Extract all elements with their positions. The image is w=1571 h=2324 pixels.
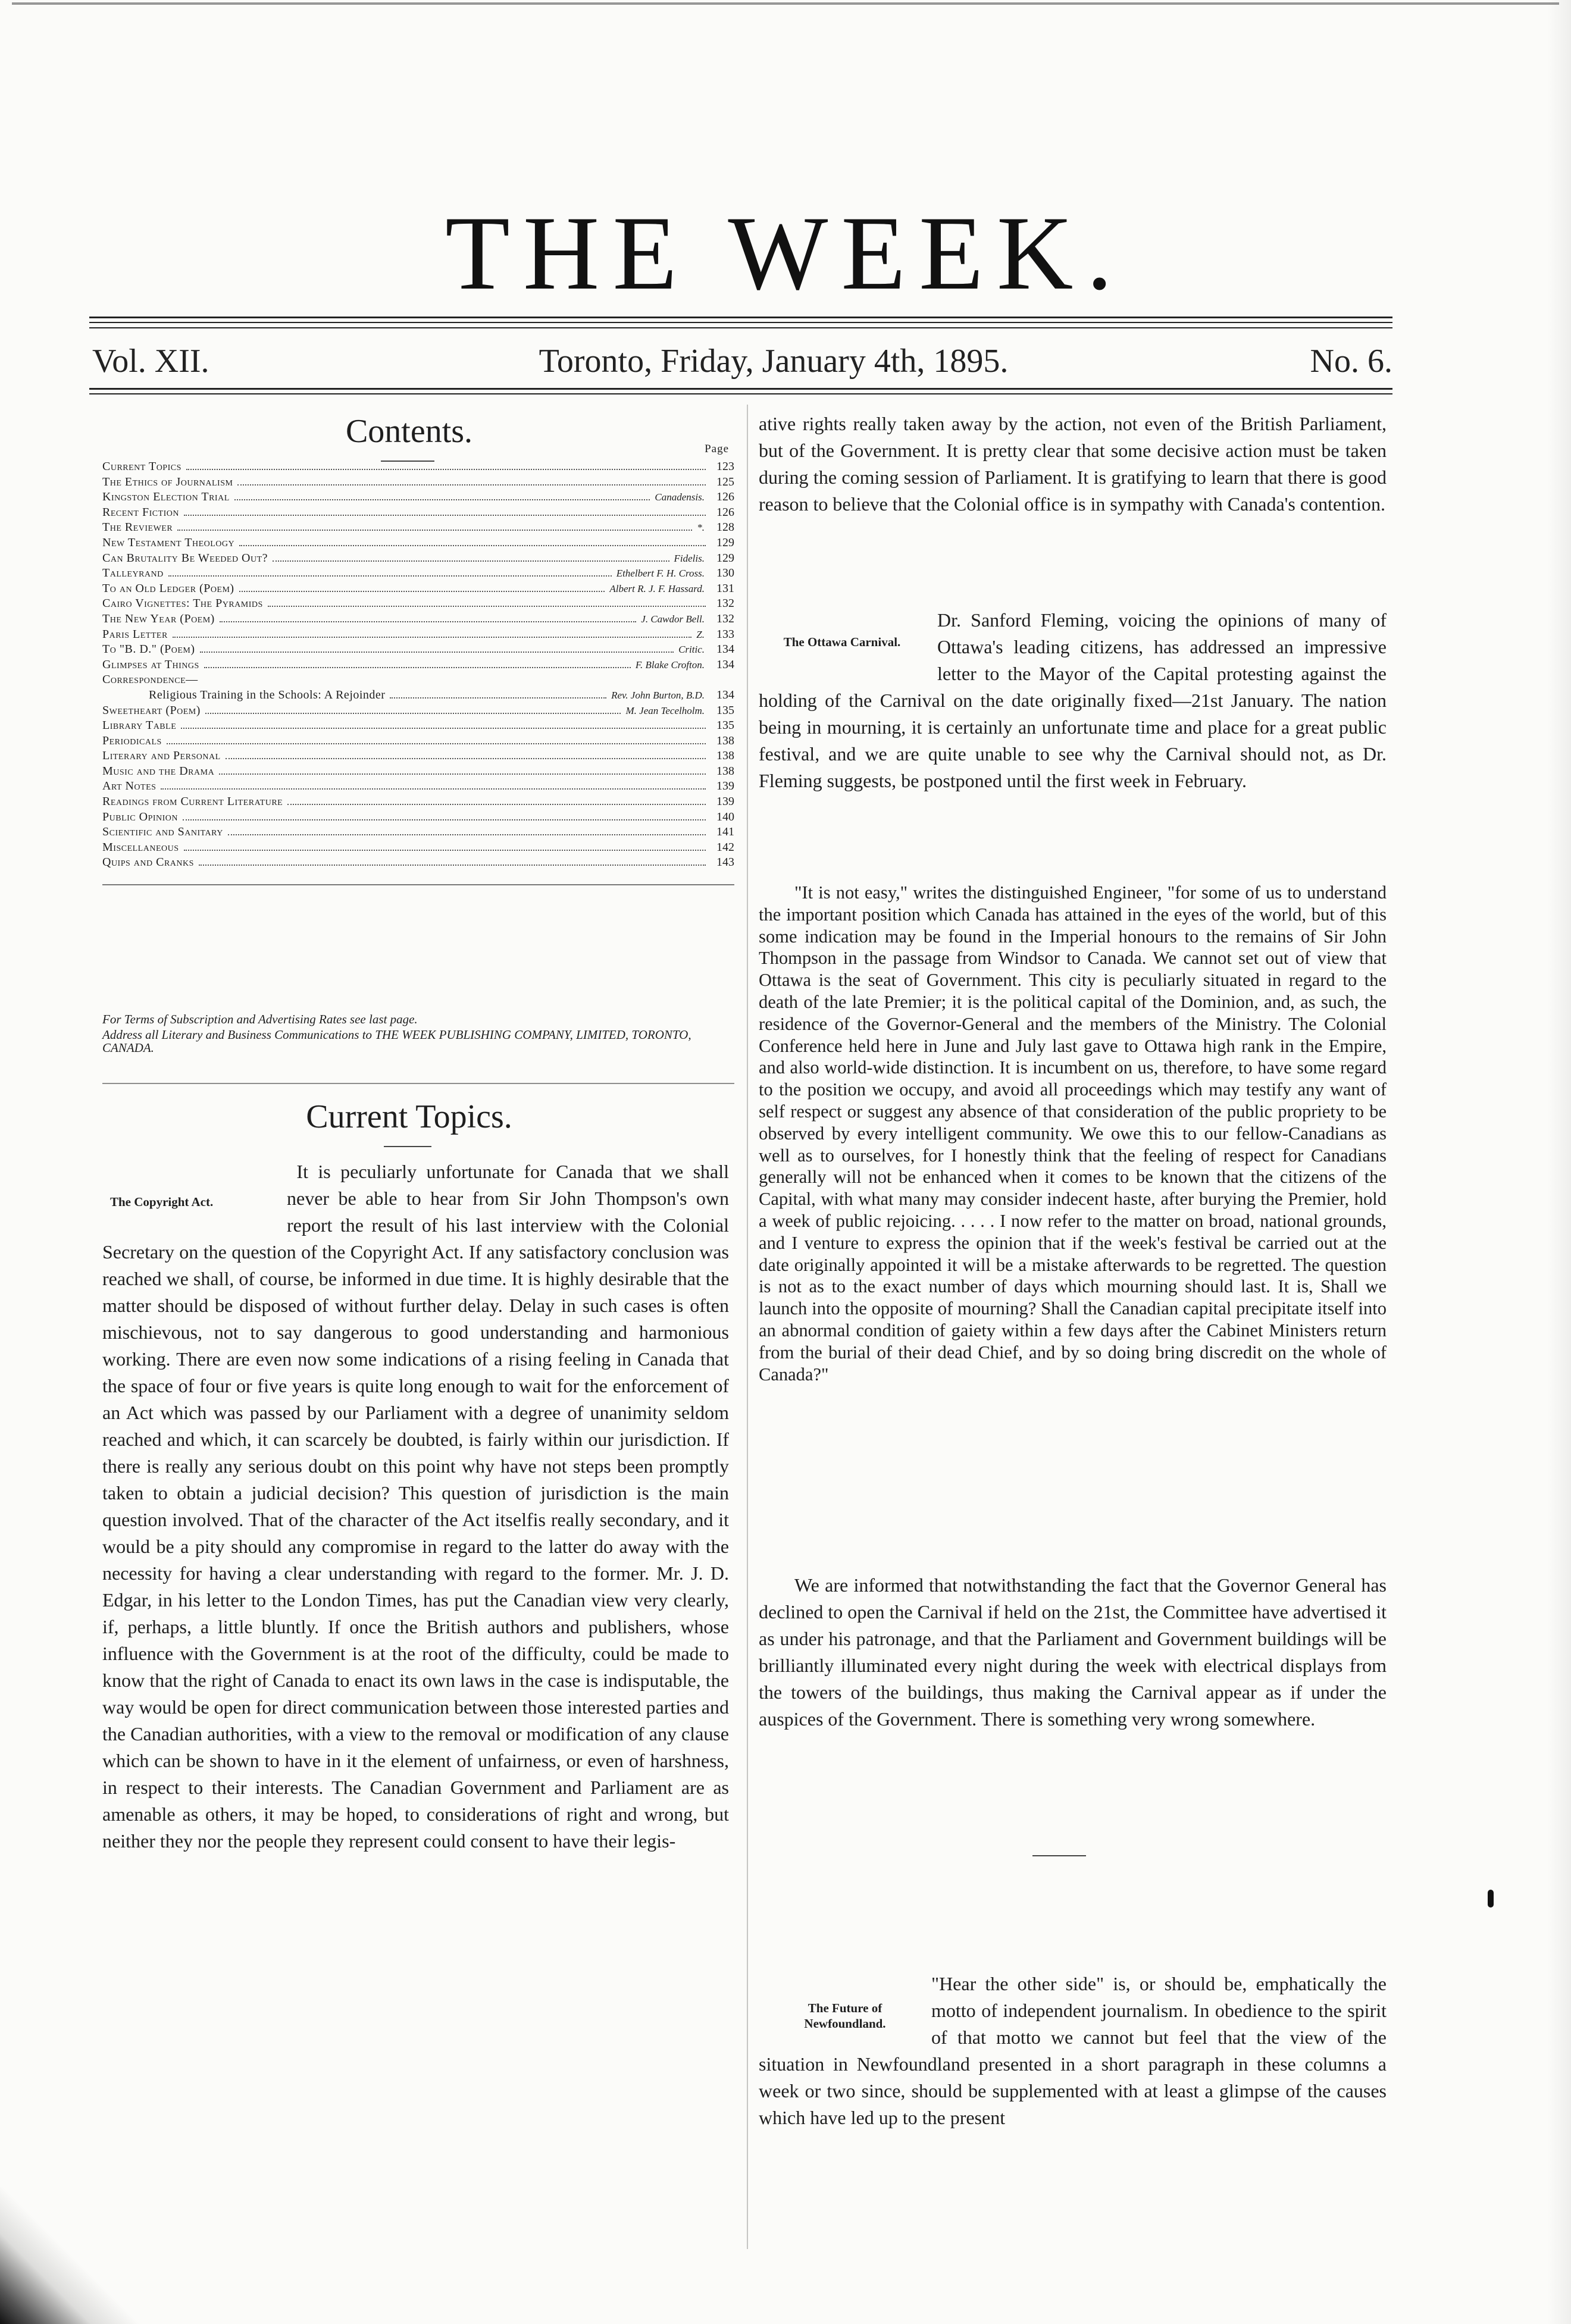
- toc-entry: [102, 459, 734, 475]
- toc-leader: [173, 637, 692, 638]
- toc-page: 130: [716, 566, 734, 580]
- toc-title: Art Notes: [102, 779, 157, 793]
- toc-title: Music and the Drama: [102, 764, 215, 778]
- toc-leader: [268, 606, 706, 607]
- newfoundland-sidenote: The Future of Newfoundland.: [804, 2001, 886, 2031]
- toc-title: Scientific and Sanitary: [102, 825, 223, 839]
- toc-title: Current Topics: [102, 460, 181, 473]
- toc-leader: [237, 484, 706, 486]
- newfoundland-article: [759, 1971, 1387, 2238]
- section-title-rule: [384, 1146, 431, 1147]
- toc-page: 138: [716, 749, 734, 763]
- toc-title: Kingston Election Trial: [102, 490, 230, 504]
- toc-leader: [287, 804, 706, 805]
- issue-number: No. 6.: [1310, 343, 1392, 380]
- toc-entry: [102, 612, 734, 627]
- toc-leader: [184, 850, 706, 851]
- toc-entry: [102, 566, 734, 581]
- toc-title: Religious Training in the Schools: A Rejoinder: [149, 688, 386, 701]
- toc-leader: [239, 545, 706, 546]
- toc-page: 141: [716, 825, 734, 839]
- copyright-article: [102, 1158, 729, 2247]
- masthead-rule: [89, 327, 1392, 328]
- toc-title: Public Opinion: [102, 810, 179, 823]
- toc-title: Cairo Vignettes: The Pyramids: [102, 597, 263, 610]
- toc-leader: [177, 530, 692, 531]
- toc-leader: [186, 469, 706, 470]
- toc-page: 128: [716, 521, 734, 534]
- toc-entry: [102, 551, 734, 566]
- toc-entry: [102, 520, 734, 535]
- toc-author: J. Cawdor Bell.: [641, 613, 705, 625]
- toc-entry: [102, 475, 734, 490]
- toc-leader: [168, 575, 612, 577]
- margin-mark: [1488, 1890, 1494, 1908]
- toc-title: Correspondence—: [102, 673, 198, 687]
- address-note: Address all Literary and Business Communications to THE WEEK PUBLISHING COMPANY, LIMITED, TORONTO, CANADA.: [102, 1028, 691, 1055]
- toc-leader: [205, 713, 621, 714]
- toc-title: The Ethics of Journalism: [102, 475, 233, 488]
- notes-rule: [102, 1083, 734, 1084]
- toc-leader: [219, 773, 706, 775]
- copyright-article-continued: ative rights really taken away by the action, not even of the British Parliament, but of the Government. It is pretty clear that some decisive action must be taken during the coming session of Parliament. It is gratifying to learn that there is good reason to believe that the Colonial office is in sympathy with Canada's contention.: [759, 413, 1387, 515]
- toc-title: The New Year (Poem): [102, 612, 215, 625]
- toc-page: 132: [716, 597, 734, 610]
- toc-title: Miscellaneous: [102, 840, 179, 854]
- toc-title: Sweetheart (Poem): [102, 703, 201, 717]
- toc-leader: [183, 819, 706, 820]
- toc-leader: [181, 728, 706, 729]
- toc-page: 134: [716, 643, 734, 656]
- toc-entry: [102, 794, 734, 810]
- toc-leader: [167, 743, 706, 744]
- toc-page: 129: [716, 535, 734, 549]
- toc-page: 133: [716, 627, 734, 641]
- toc-title: New Testament Theology: [102, 535, 235, 549]
- toc-entry: [102, 688, 734, 703]
- copyright-sidenote: The Copyright Act.: [110, 1195, 214, 1209]
- toc-entry: [102, 581, 734, 597]
- toc-entry: [102, 840, 734, 856]
- toc-entry: [102, 825, 734, 840]
- current-topics-heading: Current Topics.: [306, 1098, 512, 1135]
- toc-page: 143: [716, 856, 734, 869]
- toc-page: 129: [716, 551, 734, 565]
- fleming-quote: "It is not easy," writes the distinguished Engineer, "for some of us to understand the important position which Canada has attained in the eyes of the world, but of this some indication may be found in the Imperial honours to the remains of Sir John Thompson in the passage from Windsor to Canada. We cannot set out of view that Ottawa is the seat of Government. This city is peculiarly situated in regard to the death of the late Premier; it is the political capital of the Dominion, and, as such, the residence of the Governor-General and the members of the Ministry. The Colonial Conference held here in June and July last gave to Ottawa high rank in the Empire, and also world-wide distinction. It is incumbent on us, therefore, to have some regard to the position we occupy, and avoid all proceedings which may testify any want of self respect or suggest any absence of that consideration of the public propriety to be observed by every intelligent community. We owe this to our fellow-Canadians as well as to ourselves, for I honestly think that the feeling of respect for Canadians generally will not be enhanced when it comes to be known that the citizens of the Capital, with what many may consider indecent haste, after burying the Premier, hold a week of public rejoicing. . . . . I now refer to the matter on broad, national grounds, and I venture to express the opinion that if the week's festival be carried out at the date originally appointed it will be a mistake afterwards to be regretted. The question is not as to the exact number of days which mourning should last. It is, Shall we launch into the opposite of mourning? Shall the Canadian capital precipitate itself into an abnormal condition of gaiety within a few days after the Cabinet Ministers return from the burial of their dead Chief, and by so doing bring discredit on the whole of Canada?": [759, 882, 1387, 1385]
- toc-author: Fidelis.: [674, 552, 705, 564]
- toc-author: Z.: [696, 628, 705, 640]
- toc-leader: [200, 652, 674, 653]
- toc-title: To an Old Ledger (Poem): [102, 581, 234, 595]
- toc-entry: [102, 672, 734, 688]
- toc-entry: [102, 734, 734, 749]
- toc-author: Canadensis.: [655, 491, 705, 503]
- toc-entry: [102, 642, 734, 657]
- masthead-rule: [89, 322, 1392, 323]
- page-edge: [12, 2, 1559, 5]
- toc-entry: [102, 627, 734, 643]
- page-shadow: [1547, 0, 1571, 2324]
- toc-entry: [102, 748, 734, 764]
- subscription-note: For Terms of Subscription and Advertising Rates see last page.: [102, 1012, 418, 1026]
- issue-date: Toronto, Friday, January 4th, 1895.: [539, 343, 1009, 380]
- toc-page: 139: [716, 795, 734, 809]
- toc-entry: [102, 535, 734, 551]
- newfoundland-paragraph: "Hear the other side" is, or should be, emphatically the motto of independent journalism. In obedience to the spirit of that motto we cannot but feel that the view of the situation in Newfoundland presented in a short paragraph in these columns a week or two since, should be supplemented with at least a glimpse of the causes which have led up to the present: [759, 1973, 1387, 2128]
- toc-author: Ethelbert F. H. Cross.: [616, 568, 705, 580]
- toc-leader: [220, 621, 636, 622]
- toc-leader: [204, 667, 631, 668]
- toc-leader: [226, 758, 706, 759]
- toc-title: The Reviewer: [102, 521, 173, 534]
- toc-page: 134: [716, 657, 734, 671]
- toc-title: Recent Fiction: [102, 505, 180, 519]
- toc-title: Library Table: [102, 719, 177, 732]
- toc-leader: [228, 834, 706, 835]
- toc-entry: [102, 505, 734, 521]
- contents-page-label: Page: [705, 443, 729, 455]
- toc-page: 132: [716, 612, 734, 625]
- ottawa-sidenote: The Ottawa Carnival.: [783, 635, 901, 649]
- ottawa-article: [759, 607, 1387, 875]
- toc-title: Glimpses at Things: [102, 657, 199, 671]
- toc-page: 139: [716, 779, 734, 793]
- toc-leader: [184, 515, 706, 516]
- masthead-title: THE WEEK.: [445, 194, 1126, 312]
- sidenote-space: [759, 1971, 931, 2051]
- toc-author: Critic.: [678, 644, 705, 656]
- toc-title: Quips and Cranks: [102, 856, 194, 869]
- toc-author: F. Blake Crofton.: [635, 659, 705, 671]
- toc-entry: [102, 703, 734, 719]
- ottawa-paragraph: Dr. Sanford Fleming, voicing the opinions of many of Ottawa's leading citizens, has addressed an impressive letter to the Mayor of the Capital protesting against the holding of the Carnival on the date originally fixed—21st January. The nation being in mourning, it is certainly an unfortunate time and place for a great public festival, and we are quite unable to see why the Carnival should not, as Dr. Fleming suggests, be postponed until the first week in February.: [759, 609, 1387, 791]
- toc-author: Rev. John Burton, B.D.: [611, 689, 705, 701]
- toc-leader: [239, 591, 605, 592]
- toc-entry: [102, 779, 734, 794]
- toc-author: M. Jean Tecelholm.: [625, 704, 705, 716]
- toc-title: Periodicals: [102, 734, 162, 747]
- column-divider: [747, 405, 748, 2249]
- toc-title: Talleyrand: [102, 566, 164, 580]
- masthead-rule: [89, 317, 1392, 318]
- toc-entry: [102, 657, 734, 673]
- toc-entry: [102, 490, 734, 505]
- toc-page: 126: [716, 490, 734, 504]
- toc-page: 138: [716, 734, 734, 747]
- toc-page: 140: [716, 810, 734, 823]
- toc-page: 123: [716, 460, 734, 473]
- toc-leader: [161, 788, 706, 790]
- toc-page: 135: [716, 703, 734, 717]
- toc-leader: [234, 499, 650, 500]
- toc-leader: [390, 697, 606, 699]
- toc-author: Albert R. J. F. Hassard.: [609, 582, 705, 594]
- toc-title: Can Brutality Be Weeded Out?: [102, 551, 268, 565]
- table-of-contents: [102, 459, 734, 870]
- toc-title: Paris Letter: [102, 627, 168, 641]
- toc-title: Literary and Personal: [102, 749, 221, 763]
- carnival-paragraph: We are informed that notwithstanding the fact that the Governor General has declined to open the Carnival if held on the 21st, the Committee have advertised it as under his patronage, and that the Parliament and Government buildings will be brilliantly illuminated every night during the week with electrical displays from the towers of the buildings, thus making the Carnival appear as if under the auspices of the Government. There is something very wrong somewhere.: [759, 1574, 1387, 1730]
- toc-entry: [102, 764, 734, 779]
- toc-page: 125: [716, 475, 734, 488]
- toc-author: *.: [697, 522, 705, 534]
- page-corner-shadow: [0, 2187, 214, 2324]
- toc-entry: [102, 596, 734, 612]
- toc-page: 138: [716, 764, 734, 778]
- volume-number: Vol. XII.: [92, 343, 209, 380]
- issue-rule: [89, 388, 1392, 390]
- copyright-paragraph: It is peculiarly unfortunate for Canada that we shall never be able to hear from Sir John Thompson's own report the result of his last interview with the Colonial Secretary on the question of the Copyright Act. If any satisfactory conclusion was reached we shall, of course, be informed in due time. It is highly desirable that the matter should be disposed of without further delay. Delay in such cases is often mischievous, not to say dangerous to good understanding and harmonious working. There are even now some indications of a rising feeling in Canada that the space of four or five years is quite long enough to wait for the enforcement of an Act which was passed by our Parliament with a degree of unanimity seldom reached and which, it can scarcely be doubted, is fairly within our jurisdiction. If there is really any serious doubt on this point why have not steps been promptly taken to obtain a judicial decision? This question of jurisdiction is the main question involved. That of the character of the Act itselfis really secondary, and it would be a pity should any compromise in regard to the latter do away with the necessity for having a clear understanding with regard to the former. Mr. J. D. Edgar, in his letter to the London Times, has put the Canadian view very clearly, if, perhaps, a little bluntly. If once the British authors and publishers, whose influence with the Government is at the root of the difficulty, could be made to know that the right of Canada to enact its own laws in the case is indisputable, the way would be open for direct communication between those interested parties and the Canadian authorities, with a view to the removal or modification of any clause which can be shown to have in it the element of unfairness, or even of harshness, in respect to their interests. The Canadian Government and Parliament are as amenable as others, it may be hoped, to considerations of right and wrong, but neither they nor the people they represent could consent to have their legis-: [102, 1161, 729, 1852]
- toc-title: Readings from Current Literature: [102, 795, 283, 809]
- toc-leader: [273, 560, 669, 562]
- toc-leader: [199, 865, 706, 866]
- toc-entry: [102, 855, 734, 870]
- toc-page: 142: [716, 840, 734, 854]
- toc-page: 134: [716, 688, 734, 701]
- article-separator: [1032, 1855, 1086, 1856]
- toc-entry: [102, 718, 734, 734]
- toc-page: 131: [716, 581, 734, 595]
- issue-rule: [89, 393, 1392, 394]
- toc-title: To "B. D." (Poem): [102, 643, 195, 656]
- toc-page: 126: [716, 505, 734, 519]
- toc-page: 135: [716, 719, 734, 732]
- contents-end-rule: [102, 884, 734, 885]
- sidenote-space: [759, 607, 937, 687]
- contents-heading: Contents.: [345, 413, 473, 450]
- sidenote-space: [102, 1158, 287, 1239]
- toc-entry: [102, 810, 734, 825]
